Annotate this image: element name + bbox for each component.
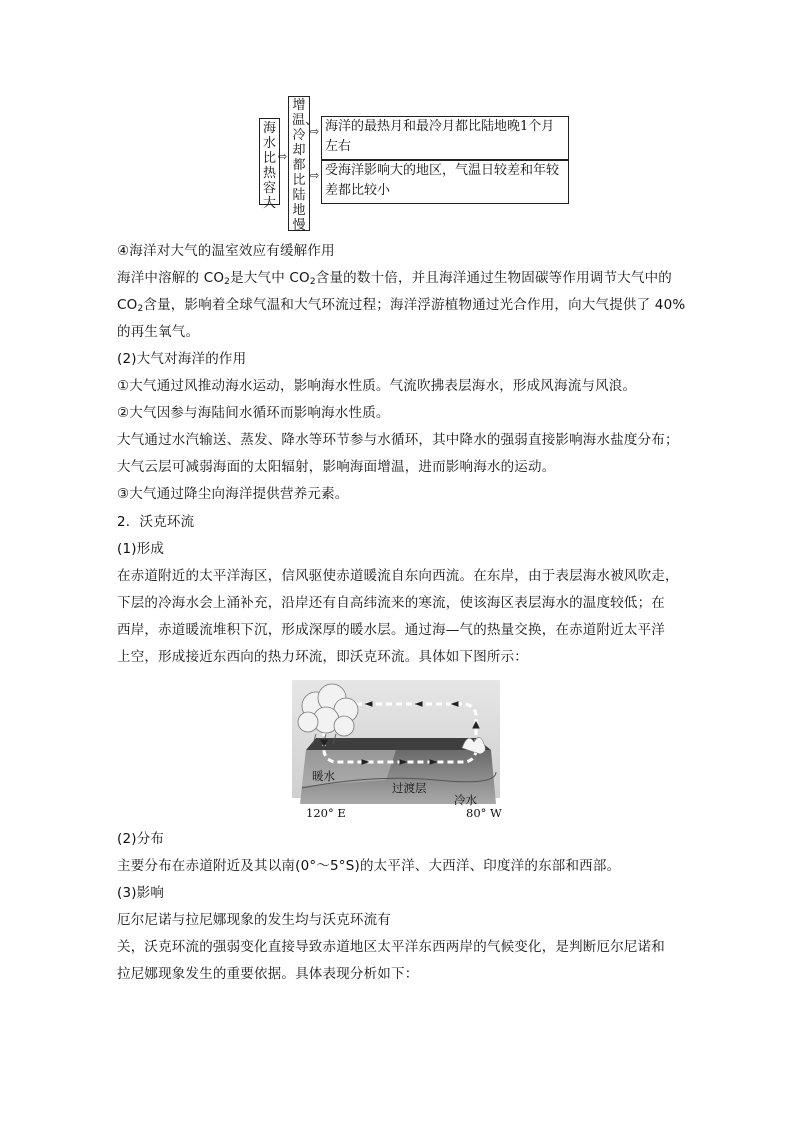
paragraph-line: 的再生氧气。 [117,324,200,340]
section-heading: (3)影响 [117,885,165,901]
flow-arrow-icon: ⇨ [278,150,288,163]
warm-water-label: 暖水 [312,769,335,783]
flow-result-box [321,160,569,204]
paragraph-line: 大气通过水汽输送、蒸发、降水等环节参与水循环，其中降水的强弱直接影响海水盐度分布； [117,432,679,448]
flow-arrow-icon: ⇨ [310,169,320,182]
flow-result-text: 受海洋影响大的地区，气温日较差和年较差都比较小 [325,163,560,198]
paragraph-line: 大气云层可减弱海面的太阳辐射，影响海面增温，进而影响海水的运动。 [117,459,556,475]
flow-middle-text: 增温、冷却都比陆地慢 [292,98,319,233]
flow-root-box [259,118,280,211]
flow-middle-box [288,96,319,233]
paragraph-line: 主要分布在赤道附近及其以南(0°～5°S)的太平洋、大西洋、印度洋的东部和西部。 [117,858,621,874]
paragraph-line: 拉尼娜现象发生的重要依据。具体表现分析如下： [117,966,419,982]
section-heading: (2)分布 [117,831,165,847]
paragraph-line: 上空，形成接近东西向的热力环流，即沃克环流。具体如下图所示： [117,649,528,665]
paragraph-line: $CO_2$含量，影响着全球气温和大气环流过程；海洋浮游植物通过光合作用，向大气提供了 40% [117,297,686,314]
walker-circulation-figure [286,676,508,822]
flow-result-box [321,116,569,160]
paragraph-line: ①大气通过风推动海水运动，影响海水性质。气流吹拂表层海水，形成风海流与风浪。 [117,378,637,394]
flow-root-text: 海水比热容大 [262,121,276,211]
flow-arrow-icon: ⇨ [310,125,320,138]
cold-water-label: 冷水 [454,793,477,807]
paragraph-line: 关，沃克环流的强弱变化直接导致赤道地区太平洋东西两岸的气候变化，是判断厄尔尼诺和 [117,939,665,955]
heading-greenhouse: ④海洋对大气的温室效应有缓解作用 [117,243,335,259]
section-heading: (1)形成 [117,541,165,557]
paragraph-line: 海洋中溶解的 $CO_2$是大气中 $CO_2$含量的数十倍，并且海洋通过生物固碳等作用调节大气中的 [117,270,672,287]
flow-result-text: 海洋的最热月和最冷月都比陆地晚1个月左右 [325,119,555,154]
transition-layer-label: 过渡层 [392,781,427,795]
paragraph-line: 下层的冷海水会上涌补充，沿岸还有自高纬流来的寒流，使该海区表层海水的温度较低；在 [117,595,665,611]
right-longitude-label: 80° W [466,806,502,820]
paragraph-line: ③大气通过降尘向海洋提供营养元素。 [117,486,349,502]
paragraph-line: 西岸，赤道暖流堆积下沉，形成深厚的暖水层。通过海—气的热量交换，在赤道附近太平洋 [117,622,665,638]
sea-heat-capacity-diagram [255,94,575,233]
paragraph-line: 在赤道附近的太平洋海区，信风驱使赤道暖流自东向西流。在东岸，由于表层海水被风吹走， [117,568,679,584]
section-heading: (2)大气对海洋的作用 [117,351,247,367]
paragraph-line: ②大气因参与海陆间水循环而影响海水性质。 [117,405,390,421]
section-heading: 2．沃克环流 [117,514,195,530]
left-longitude-label: 120° E [306,806,346,820]
paragraph-line: 厄尔尼诺与拉尼娜现象的发生均与沃克环流有 [117,912,391,928]
